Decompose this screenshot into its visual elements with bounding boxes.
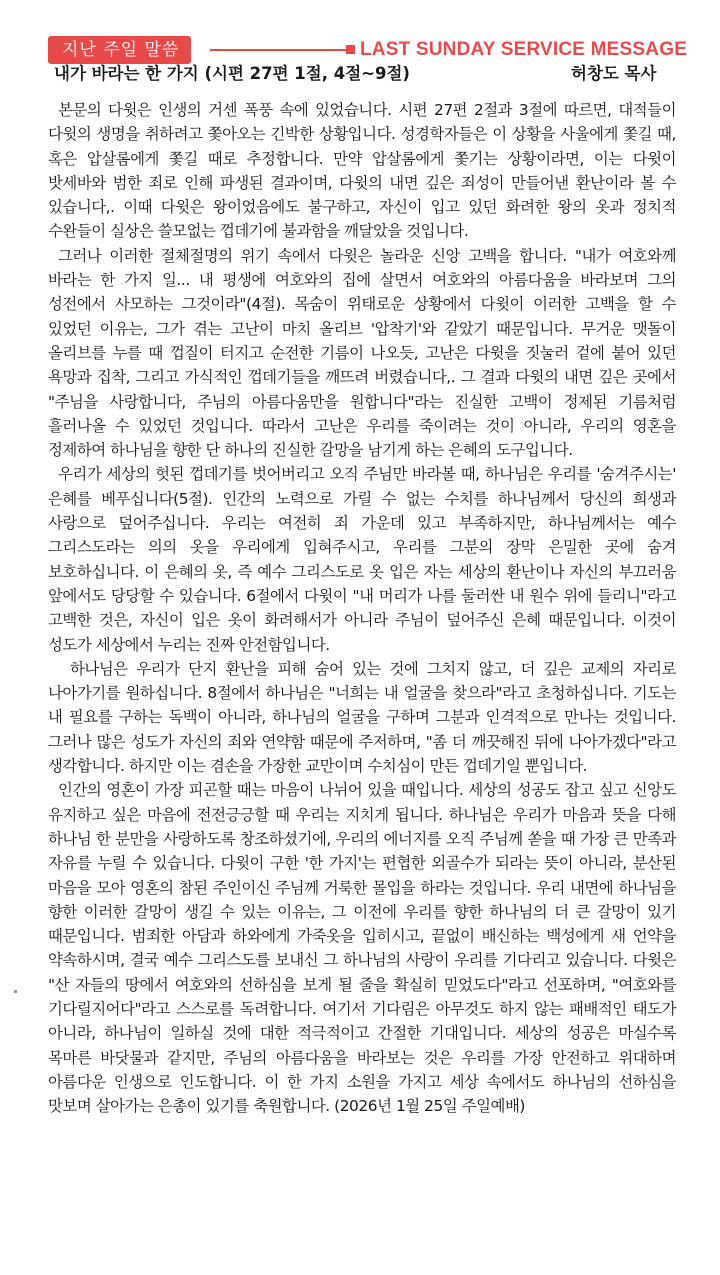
paragraph-3: 우리가 세상의 헛된 껍데기를 벗어버리고 오직 주님만 바라볼 때, 하나님은 우리를 '숨겨주시는' 은혜를 베푸십니다(5절). 인간의 노력으로 가릴 수 없는 수치를 하나님께서 당신의 희생과 사랑으로 덮어주십니다. 우리는 여전히 죄 가운데 있고 부족하지만, 하나님께서는 예수 그리스도라는 의의 옷을 우리에게 입혀주시고, 우리를 그분의 장막 은밀한 곳에 숨겨 보호하십니다. 이 은혜의 옷, 즉 예수 그리스도로 옷 입은 자는 세상의 환난이나 자신의 부끄러움 앞에서도 당당할 수 있습니다. 6절에서 다윗이 "내 머리가 나를 둘러싼 내 원수 위에 들리니"라고 고백한 것은, 자신이 입은 옷이 화려해서가 아니라 주님이 덮어주신 은혜 때문입니다. 이것이 성도가 세상에서 누리는 진짜 안전함입니다. (48, 465, 676, 654)
paragraph-4: 하나님은 우리가 단지 환난을 피해 숨어 있는 것에 그치지 않고, 더 깊은 교제의 자리로 나아가기를 원하십니다. 8절에서 하나님은 "너희는 내 얼굴을 찾으라"라고 초청하십니다. 기도는 내 필요를 구하는 독백이 아니라, 하나님의 얼굴을 구하며 그분과 인격적으로 만나는 것입니다. 그러나 많은 성도가 자신의 죄와 연약함 때문에 주저하며, "좀 더 깨끗해진 뒤에 나아가겠다"라고 생각합니다. 하지만 이는 겸손을 가장한 교만이며 수치심이 만든 껍데기일 뿐입니다. (48, 659, 676, 776)
sermon-title: 내가 바라는 한 가지 (시편 27편 1절, 4절~9절) (54, 64, 410, 83)
header-rule-marker (346, 45, 355, 54)
paragraph-2: 그러나 이러한 절체절명의 위기 속에서 다윗은 놀라운 신앙 고백을 합니다. "내가 여호와께 바라는 한 가지 일... 내 평생에 여호와의 집에 살면서 여호와의 아름다움을 바라보며 그의 성전에서 사모하는 그것이라"(4절). 목숨이 위태로운 상황에서 다윗이 이러한 고백을 할 수 있었던 이유는, 그가 겪는 고난이 마치 올리브 '압착기'와 같았기 때문입니다. 무거운 맷돌이 올리브를 누를 때 껍질이 터지고 순전한 기름이 나오듯, 고난은 다윗을 짓눌러 겉에 붙어 있던 욕망과 집착, 그리고 가식적인 껍데기들을 깨뜨려 버렸습니다,. 그 결과 다윗의 내면 깊은 곳에서 "주님을 사랑합니다, 주님의 아름다움만을 원합니다"라는 진실한 고백이 정제된 기름처럼 흘러나올 수 있었던 것입니다. 따라서 고난은 우리를 죽이려는 것이 아니라, 우리의 영혼을 정제하여 하나님을 향한 단 하나의 진실한 갈망을 남기게 하는 은혜의 도구입니다. (48, 246, 676, 460)
scan-speck (14, 990, 17, 993)
english-section-title: LAST SUNDAY SERVICE MESSAGE (360, 39, 688, 60)
sermon-body (48, 98, 676, 1118)
section-tag: 지난 주일 말씀 (48, 36, 191, 64)
page-header (0, 0, 720, 90)
paragraph-1: 본문의 다윗은 인생의 거센 폭풍 속에 있었습니다. 시편 27편 2절과 3절에 따르면, 대적들이 다윗의 생명을 취하려고 쫓아오는 긴박한 상황입니다. 성경학자들은 이 상황을 사울에게 쫓길 때, 혹은 압살롬에게 쫓길 때로 추정합니다. 만약 압살롬에게 쫓기는 상황이라면, 이는 다윗이 밧세바와 범한 죄로 인해 파생된 결과이며, 다윗의 내면 깊은 죄성이 만들어낸 환난이라 볼 수 있습니다,. 이때 다윗은 왕이었음에도 불구하고, 자신이 입고 있던 화려한 왕의 옷과 정치적 수완들이 실상은 쓸모없는 껍데기에 불과함을 깨달았을 것입니다. (48, 101, 676, 241)
header-rule (210, 49, 350, 51)
preacher-name: 허창도 목사 (571, 64, 657, 83)
paragraph-5: 인간의 영혼이 가장 피곤할 때는 마음이 나뉘어 있을 때입니다. 세상의 성공도 잡고 싶고 신앙도 유지하고 싶은 마음에 전전긍긍할 때 우리는 지치게 됩니다. 하나님은 우리가 마음과 뜻을 다해 하나님 한 분만을 사랑하도록 창조하셨기에, 우리의 에너지를 오직 주님께 쏟을 때 가장 큰 만족과 자유를 누릴 수 있습니다. 다윗이 구한 '한 가지'는 편협한 외골수가 되라는 뜻이 아니라, 분산된 마음을 모아 영혼의 참된 주인이신 주님께 거룩한 몰입을 하라는 것입니다. 우리 내면에 하나님을 향한 이러한 갈망이 생길 수 있는 이유는, 그 이전에 우리를 향한 하나님의 더 큰 갈망이 있기 때문입니다. 범죄한 아담과 하와에게 가죽옷을 입히시고, 끝없이 배신하는 백성에게 새 언약을 약속하시며, 결국 예수 그리스도를 보내신 그 하나님의 사랑이 우리를 기다리고 있습니다. 다윗은 "산 자들의 땅에서 여호와의 선하심을 보게 될 줄을 확실히 믿었도다"라고 선포하며, "여호와를 기다릴지어다"라고 스스로를 독려합니다. 여기서 기다림은 아무것도 하지 않는 패배적인 태도가 아니라, 하나님이 일하실 것에 대한 적극적이고 간절한 기대입니다. 세상의 성공은 마실수록 목마른 바닷물과 같지만, 주님의 아름다움을 바라보는 것은 우리를 가장 안전하고 위대하며 아름다운 인생으로 인도합니다. 이 한 가지 소원을 가지고 세상 속에서도 하나님의 선하심을 맛보며 살아가는 은총이 있기를 축원합니다. (2026년 1월 25일 주일예배) (48, 781, 676, 1116)
